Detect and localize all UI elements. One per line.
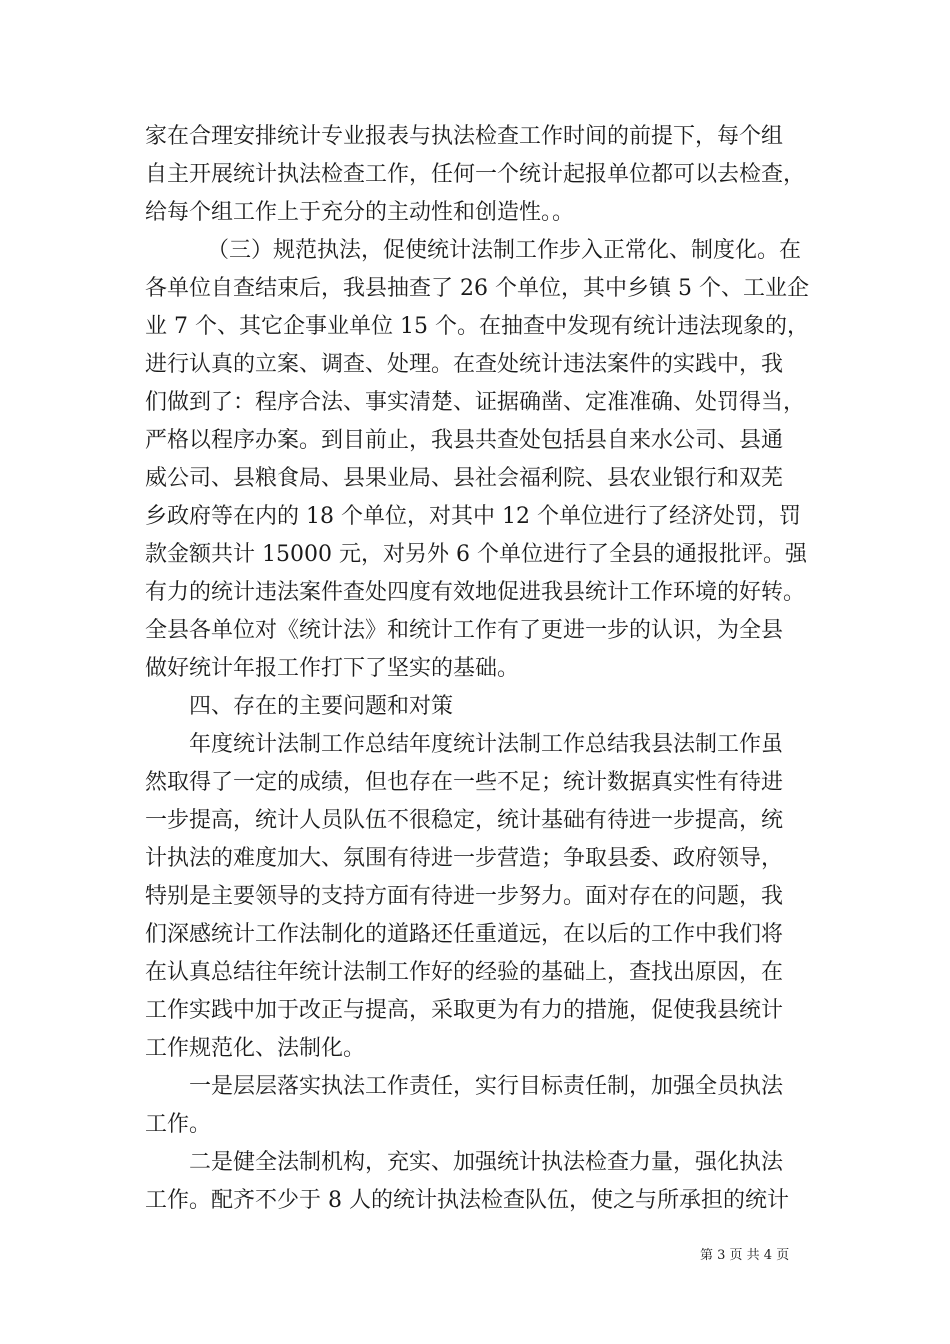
text-line: 特别是主要领导的支持方面有待进一步努力。面对存在的问题，我 (145, 884, 784, 909)
text-line: 威公司、县粮食局、县果业局、县社会福利院、县农业银行和双芜 (145, 466, 784, 491)
text-line: 严格以程序办案。到目前止，我县共查处包括县自来水公司、县通 (145, 428, 784, 453)
text-line: 年度统计法制工作总结年度统计法制工作总结我县法制工作虽 (189, 732, 784, 757)
text-line: 进行认真的立案、调查、处理。在查处统计违法案件的实践中，我 (145, 352, 784, 377)
text-line: 全县各单位对《统计法》和统计工作有了更进一步的认识，为全县 (145, 618, 784, 643)
text-line: 给每个组工作上于充分的主动性和创造性。。 (145, 200, 575, 225)
text-line: 工作实践中加于改正与提高，采取更为有力的措施，促使我县统计 (145, 998, 784, 1023)
section-heading-4: 四、存在的主要问题和对策 (189, 694, 454, 719)
text-line: 家在合理安排统计专业报表与执法检查工作时间的前提下，每个组 (145, 124, 784, 149)
text-line: 一步提高，统计人员队伍不很稳定，统计基础有待进一步提高，统 (145, 808, 784, 833)
text-line: 乡政府等在内的 18 个单位，对其中 12 个单位进行了经济处罚，罚 (145, 504, 801, 529)
page-number: 第 3 页 共 4 页 (700, 1248, 790, 1263)
text-line: 自主开展统计执法检查工作，任何一个统计起报单位都可以去检查， (145, 162, 806, 187)
text-line: 计执法的难度加大、氛围有待进一步营造；争取县委、政府领导， (145, 846, 784, 871)
text-line: 做好统计年报工作打下了坚实的基础。 (145, 656, 520, 681)
text-line: 工作规范化、法制化。 (145, 1036, 366, 1061)
text-line: 一是层层落实执法工作责任，实行目标责任制，加强全员执法 (189, 1074, 784, 1099)
text-line: 各单位自查结束后，我县抽查了 26 个单位，其中乡镇 5 个、工业企 (145, 276, 809, 301)
text-line: 业 7 个、其它企事业单位 15 个。在抽查中发现有统计违法现象的， (145, 314, 809, 339)
text-line: 工作。 (145, 1112, 212, 1137)
section-heading-3: （三）规范执法，促使统计法制工作步入正常化、制度化。在 (207, 238, 802, 263)
document-body (145, 118, 813, 1220)
text-line: 二是健全法制机构，充实、加强统计执法检查力量，强化执法 (189, 1150, 784, 1175)
text-line: 有力的统计违法案件查处四度有效地促进我县统计工作环境的好转。 (145, 580, 806, 605)
text-line: 在认真总结往年统计法制工作好的经验的基础上，查找出原因，在 (145, 960, 784, 985)
text-line: 们深感统计工作法制化的道路还任重道远，在以后的工作中我们将 (145, 922, 784, 947)
text-line: 然取得了一定的成绩，但也存在一些不足；统计数据真实性有待进 (145, 770, 784, 795)
text-line: 工作。配齐不少于 8 人的统计执法检查队伍，使之与所承担的统计 (145, 1188, 789, 1213)
text-line: 款金额共计 15000 元，对另外 6 个单位进行了全县的通报批评。强 (145, 542, 807, 567)
text-line: 们做到了：程序合法、事实清楚、证据确凿、定准准确、处罚得当， (145, 390, 806, 415)
